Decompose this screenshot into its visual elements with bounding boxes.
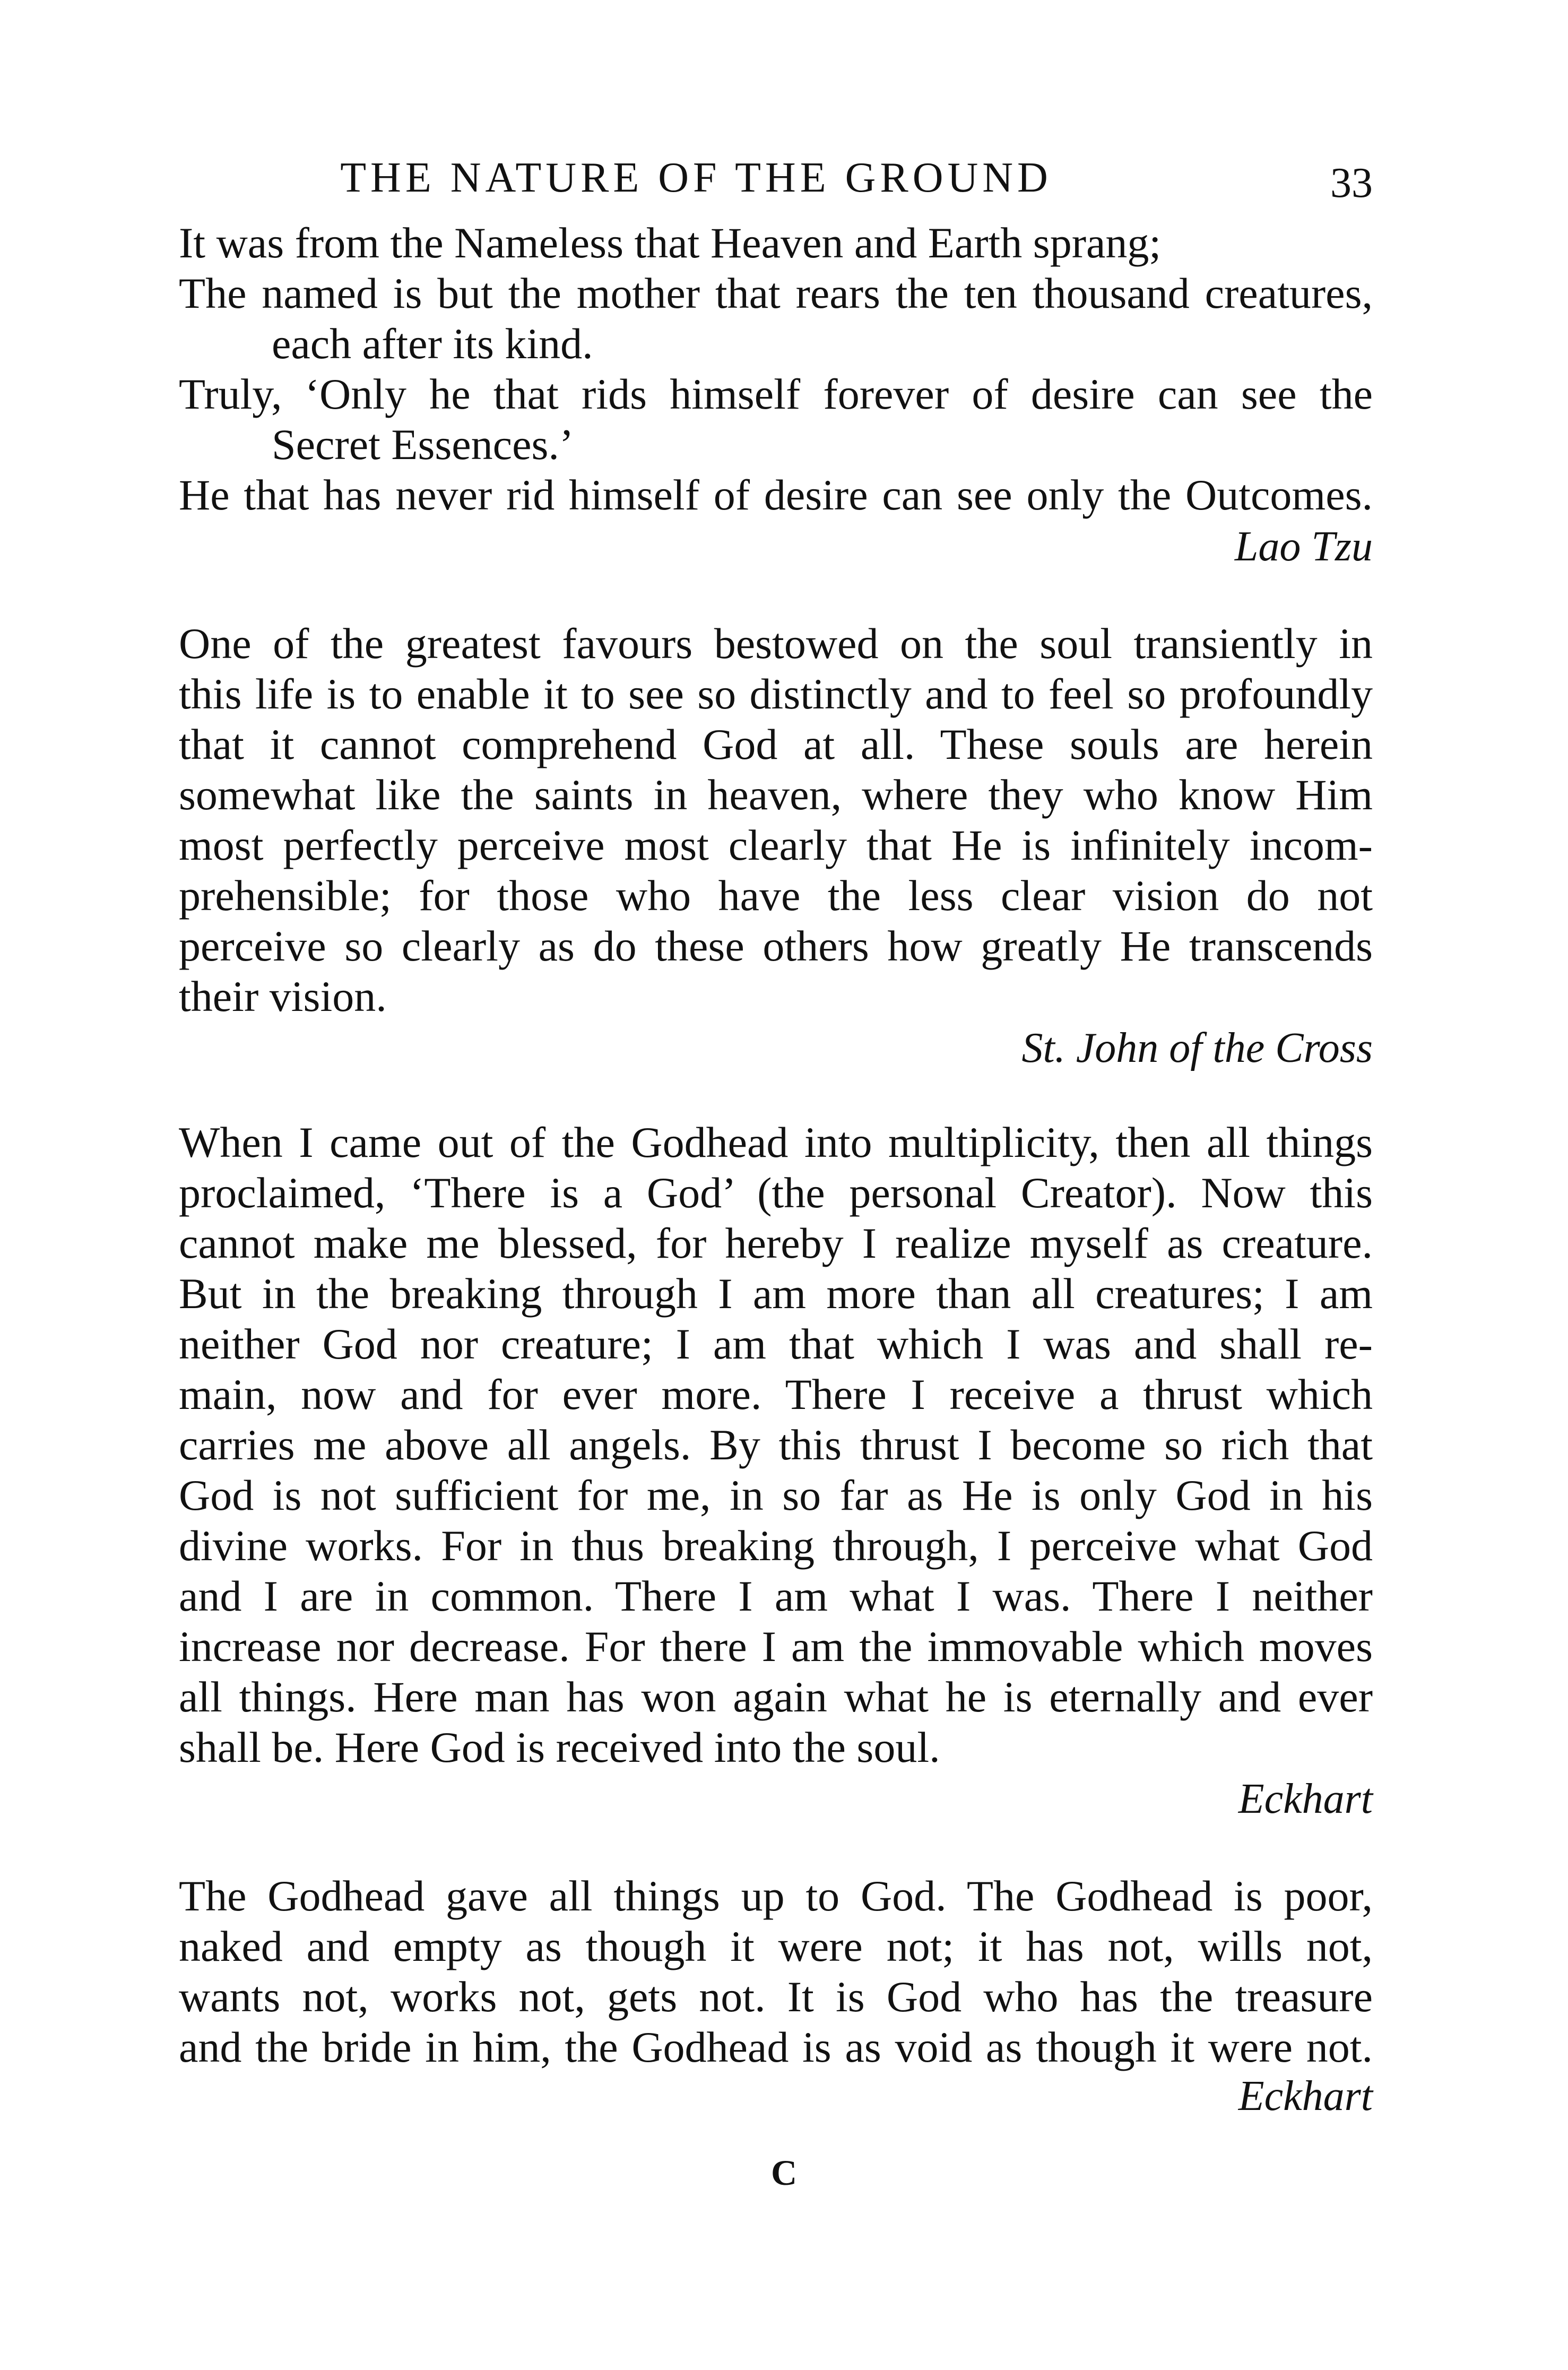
passage-line: prehensible; for those who have the less clear vision do not: [179, 871, 1373, 920]
passage-line: increase nor decrease. For there I am the immovable which moves: [179, 1622, 1373, 1671]
passage-line: that it cannot comprehend God at all. These souls are herein: [179, 720, 1373, 768]
passage-line: shall be. Here God is received into the soul.: [179, 1723, 940, 1771]
passage-line: each after its kind.: [272, 319, 593, 368]
passage-line: carries me above all angels. By this thrust I become so rich that: [179, 1421, 1373, 1469]
passage-line: proclaimed, ‘There is a God’ (the personal Creator). Now this: [179, 1169, 1373, 1217]
signature-mark: C: [770, 2152, 798, 2193]
passage-line: and I are in common. There I am what I was. There I neither: [179, 1572, 1373, 1620]
passage-line: Secret Essences.’: [272, 420, 574, 469]
passage-line: main, now and for ever more. There I receive a thrust which: [179, 1370, 1373, 1418]
attribution: Lao Tzu: [1234, 523, 1373, 570]
passage-line: God is not sufficient for me, in so far as He is only God in his: [179, 1471, 1373, 1519]
page-number: 33: [1330, 160, 1373, 206]
passage-line: Truly, ‘Only he that rids himself forever of desire can see the: [179, 370, 1373, 418]
passage-line: The Godhead gave all things up to God. The Godhead is poor,: [179, 1872, 1373, 1920]
passage-line: neither God nor creature; I am that which I was and shall re-: [179, 1320, 1373, 1368]
running-head: [179, 154, 1373, 218]
passage-line: naked and empty as though it were not; it has not, wills not,: [179, 1922, 1373, 1970]
passage-line: their vision.: [179, 972, 387, 1020]
passage-line: this life is to enable it to see so distinctly and to feel so profoundly: [179, 670, 1373, 718]
passage-line: most perfectly perceive most clearly that He is infinitely incom-: [179, 821, 1373, 869]
passage-line: He that has never rid himself of desire can see only the Outcomes.: [179, 471, 1373, 519]
passage-line: It was from the Nameless that Heaven and Earth sprang;: [179, 219, 1162, 267]
passage-line: all things. Here man has won again what he is eternally and ever: [179, 1673, 1373, 1721]
passage-line: perceive so clearly as do these others how greatly He transcends: [179, 922, 1373, 970]
passage-line: and the bride in him, the Godhead is as void as though it were not.: [179, 2023, 1373, 2071]
passage-line: divine works. For in thus breaking through, I perceive what God: [179, 1521, 1373, 1570]
passage-line: somewhat like the saints in heaven, where they who know Him: [179, 771, 1373, 819]
attribution: Eckhart: [1238, 1776, 1373, 1822]
attribution: St. John of the Cross: [1021, 1025, 1373, 1071]
passage-line: wants not, works not, gets not. It is God who has the treasure: [179, 1973, 1373, 2021]
passage-line: When I came out of the Godhead into multiplicity, then all things: [179, 1118, 1373, 1166]
passage-line: cannot make me blessed, for hereby I realize myself as creature.: [179, 1219, 1373, 1267]
passage-line: The named is but the mother that rears the ten thousand creatures,: [179, 269, 1373, 317]
attribution: Eckhart: [1238, 2073, 1373, 2120]
passage-line: One of the greatest favours bestowed on the soul transiently in: [179, 619, 1373, 668]
running-title: THE NATURE OF THE GROUND: [340, 154, 1052, 201]
passage-line: But in the breaking through I am more than all creatures; I am: [179, 1269, 1373, 1318]
